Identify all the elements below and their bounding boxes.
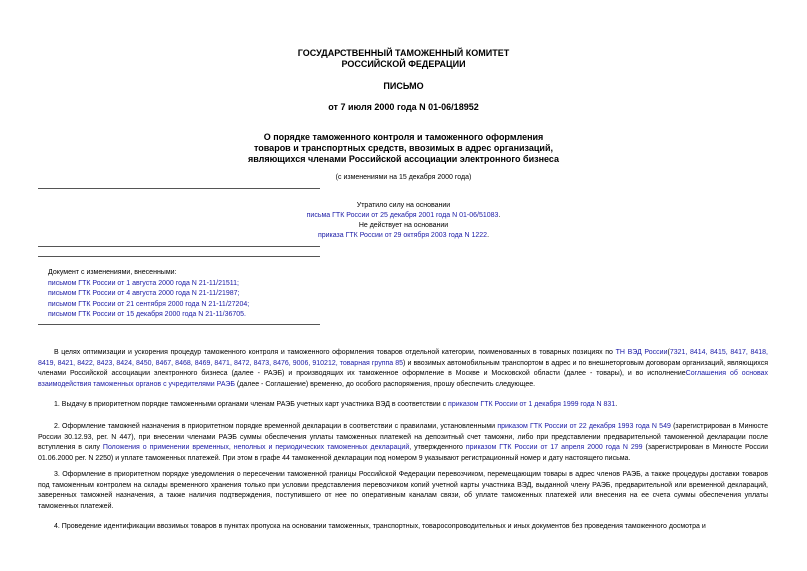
paragraph-4: 4. Проведение идентификации ввозимых товаров в пунктах пропуска на основании таможенных, транспортных, товаросопроводительных и иных документов без проведения таможенного досмотра и	[54, 523, 706, 530]
lost-force-link[interactable]: письма ГТК России от 25 декабря 2001 года N 01-06/51083	[306, 212, 499, 219]
doc-title-line3: являющихся членами Российской ассоциации электронного бизнеса	[247, 154, 560, 164]
status-not-active: Не действует на основании	[358, 222, 449, 229]
divider-4	[38, 324, 320, 325]
divider-1	[38, 188, 320, 189]
org-name-line1: ГОСУДАРСТВЕННЫЙ ТАМОЖЕННЫЙ КОМИТЕТ	[297, 48, 510, 58]
org-name-line2: РОССИЙСКОЙ ФЕДЕРАЦИИ	[341, 59, 466, 69]
paragraph-intro: В целях оптимизации и ускорения процедур таможенного контроля и таможенного оформления товаров отдельной категории, поименованных в товарных позициях по ТН ВЭД России(7321, 8414, 8415, 8417, 8418, 8419, 8421, 8422, 8423, 8424, 8450, 8467, 8468, 8469, 8471, 8472, 8473, 8476, 9006, 910212, товарная группа 85) и ввозимых автомобильным транспортом в адрес и по внешнеторговым договорам организаций, являющихся членами Российской ассоциации электронного бизнеса (далее - РАЭБ) и производящих их таможенное оформление в Москве и Московской области (далее - товары), и во исполнениеСоглашения об основах взаимодействия таможенных органов с учредителями РАЭБ (далее - Соглашение) временно, до особого распоряжения, прошу обеспечить следующее.	[38, 349, 769, 388]
regulation-link[interactable]: Положения о применении временных, неполных и периодических таможенных деклараций	[102, 444, 410, 451]
doc-title-line1: О порядке таможенного контроля и таможенного оформления	[263, 132, 544, 142]
divider-3	[38, 256, 320, 257]
doc-type: ПИСЬМО	[383, 81, 424, 91]
status-lost-force-ref: письма ГТК России от 25 декабря 2001 года N 01-06/51083.	[306, 212, 501, 219]
paragraph-3: 3. Оформление в приоритетном порядке уведомления о пересечении таможенной границы Российской Федерации перевозчиком, перемещающим товары в адрес членов РАЭБ, а также процедуры доставки товаров под таможенным контролем на склады временного хранения только при условии представления перевозчиком копий учетной карты участника ВЭД, выданной члену РАЭБ, предварительной или временной деклараций, заверенных таможней назначения, а также наличия подтверждения, поступившего от нее по оперативным каналам связи, об уплате таможенных платежей или внесения на ее счета суммы обеспечения уплаты таможенных платежей.	[38, 471, 768, 510]
amendments-heading: Документ с изменениями, внесенными:	[48, 269, 177, 276]
paragraph-2: 2. Оформление таможней назначения в приоритетном порядке временной декларации в соответствии с правилами, установленными приказом ГТК России от 22 декабря 1993 года N 549 (зарегистрирован в Минюсте России 30.12.93, рег. N 447), при внесении членами РАЭБ суммы обеспечения уплаты таможенных платежей на депозитный счет таможни, либо при представлении предварительной таможенной декларации после вступления в силу Положения о применении временных, неполных и периодических таможенных деклараций, утвержденного приказом ГТК России от 17 апреля 2000 года N 299 (зарегистрирован в Минюсте России 01.06.2000 рег. N 2250) и уплате таможенных платежей. При этом в графе 44 таможенной декларации под номером 9 указывают регистрационный номер и дату настоящего письма.	[38, 423, 769, 462]
status-lost-force: Утратило силу на основании	[356, 202, 451, 209]
order-299-link[interactable]: приказом ГТК России от 17 апреля 2000 года N 299	[465, 444, 643, 451]
changes-note: (с изменениями на 15 декабря 2000 года)	[335, 174, 472, 181]
amendment-link-1[interactable]: письмом ГТК России от 1 августа 2000 года N 21-11/21511;	[48, 279, 239, 287]
order-831-link[interactable]: приказом ГТК России от 1 декабря 1999 года N 831	[448, 401, 616, 408]
doc-date: от 7 июля 2000 года N 01-06/18952	[328, 102, 479, 112]
amendment-link-3[interactable]: письмом ГТК России от 21 сентября 2000 года N 21-11/27204;	[48, 300, 250, 308]
amendment-link-2[interactable]: письмом ГТК России от 4 августа 2000 года N 21-11/21987;	[48, 290, 240, 297]
commodity-codes-link[interactable]: 7321, 8414, 8415, 8417, 8418, 8419, 8421, 8422, 8423, 8424, 8450, 8467, 8468, 8469, 8471, 8472, 8473, 8476, 9006, 910212, товарная группа 85	[38, 349, 768, 367]
order-549-link[interactable]: приказом ГТК России от 22 декабря 1993 года N 549	[497, 423, 671, 430]
agreement-link[interactable]: Соглашения об основах взаимодействия таможенных органов с учредителями РАЭБ	[38, 370, 768, 388]
doc-title-line2: товаров и транспортных средств, ввозимых в адрес организаций,	[253, 143, 554, 153]
tn-ved-link[interactable]: ТН ВЭД России	[615, 349, 668, 356]
status-not-active-ref: приказа ГТК России от 29 октября 2003 года N 1222.	[317, 232, 490, 239]
not-active-link[interactable]: приказа ГТК России от 29 октября 2003 года N 1222	[317, 232, 488, 239]
amendment-link-4[interactable]: письмом ГТК России от 15 декабря 2000 года N 21-11/36705.	[48, 311, 247, 318]
paragraph-1: 1. Выдачу в приоритетном порядке таможенными органами членам РАЭБ учетных карт участника ВЭД в соответствии с приказом ГТК России от 1 декабря 1999 года N 831.	[54, 401, 618, 408]
amendments-box	[48, 268, 249, 321]
divider-2	[38, 246, 320, 247]
